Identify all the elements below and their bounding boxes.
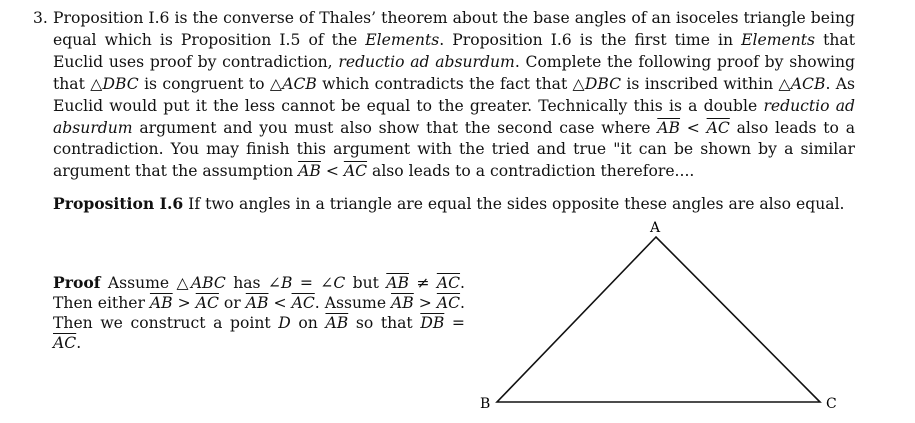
text-run: . Then either (53, 274, 465, 312)
proposition-text: If two angles in a triangle are equal the sides opposite these angles are also equal. (183, 195, 845, 213)
text-run: ≠ (409, 274, 437, 292)
text-run: Proposition I.6 is the converse of Thales’ theorem about the base angles of an isoceles triangle being equal which is Proposition I.5 of the (53, 9, 855, 49)
triangle-abc (497, 237, 820, 402)
math-or-emphasis: reductio ad absurdum (53, 96, 855, 137)
text-run: has ∠ (225, 274, 281, 292)
segment-name: $\overline{AC}$ (343, 162, 368, 181)
exercise-paragraph (33, 8, 855, 183)
text-run: so that (348, 314, 421, 332)
proof-text (53, 274, 465, 352)
math-or-emphasis: △ABC (176, 274, 226, 292)
math-or-emphasis: △ACB (269, 74, 317, 93)
segment-name: $\overline{AB}$ (298, 162, 321, 181)
segment-name: $\overline{AC}$ (706, 118, 730, 137)
text-run: which contradicts the fact that (316, 74, 573, 93)
segment-name: $\overline{AB}$ (657, 118, 681, 137)
text-run: also leads to a contradiction. You may finish this argument with the tried and true "it can be shown by a similar argument that the assumption (53, 118, 855, 181)
proposition-statement (53, 193, 853, 215)
triangle-figure (460, 215, 860, 420)
math-or-emphasis: B (281, 274, 293, 292)
text-run: but (345, 274, 387, 292)
proof-label: Proof (53, 273, 101, 292)
triangle-diagram (460, 215, 860, 420)
exercise-text (33, 8, 855, 183)
math-or-emphasis: D (278, 314, 291, 332)
text-run: on (290, 314, 326, 332)
proposition-label: Proposition I.6 (53, 194, 184, 213)
text-run: . Complete the following proof by showing that (53, 52, 855, 93)
text-run: < (320, 162, 344, 181)
segment-name: $\overline{AB}$ (386, 274, 410, 292)
math-or-emphasis: △DBC (90, 74, 139, 93)
math-or-emphasis: Elements (741, 30, 816, 49)
segment-name: $\overline{AB}$ (391, 294, 414, 312)
vertex-label-c: C (826, 396, 837, 412)
text-run: Assume (100, 274, 177, 292)
segment-name: $\overline{AB}$ (149, 294, 173, 312)
math-or-emphasis: reductio ad absurdum (338, 52, 515, 71)
math-or-emphasis: C (333, 274, 346, 292)
text-run: is congruent to (138, 74, 270, 93)
vertex-label-b: B (480, 396, 491, 412)
math-or-emphasis: △DBC (572, 74, 622, 93)
segment-name: $\overline{AC}$ (53, 334, 77, 352)
math-or-emphasis: △ACB (778, 74, 826, 93)
math-or-emphasis: Elements (365, 30, 440, 49)
text-run: < (680, 118, 707, 137)
segment-name: $\overline{AC}$ (436, 294, 461, 312)
proof-paragraph (53, 273, 465, 353)
text-run: > (172, 294, 196, 312)
segment-name: $\overline{AC}$ (436, 274, 461, 292)
segment-name: $\overline{DB}$ (420, 314, 445, 332)
text-run: is inscribed within (621, 74, 779, 93)
text-run: argument and you must also show that the second case where (132, 118, 658, 137)
segment-name: $\overline{AB}$ (325, 314, 349, 332)
vertex-label-a: A (650, 220, 661, 236)
text-run: = (444, 314, 465, 332)
text-run: > (413, 294, 437, 312)
text-run: or (218, 294, 246, 312)
segment-name: $\overline{AB}$ (245, 294, 269, 312)
text-run: . Assume (314, 294, 392, 312)
text-run: . As Euclid would put it the less cannot be equal to the greater. Technically this is a double (53, 74, 855, 115)
text-run: . Proposition I.6 is the first time in (439, 30, 742, 49)
text-run: . (76, 334, 82, 352)
segment-name: $\overline{AC}$ (291, 294, 315, 312)
segment-name: $\overline{AC}$ (195, 294, 219, 312)
text-run: that Euclid uses proof by contradiction, (53, 30, 855, 71)
exercise-number: 3. (33, 9, 48, 27)
text-run: < (268, 294, 292, 312)
text-run: = ∠ (292, 274, 334, 292)
text-run: also leads to a contradiction therefore.... (367, 162, 695, 181)
text-run: . Then we construct a point (53, 294, 466, 332)
